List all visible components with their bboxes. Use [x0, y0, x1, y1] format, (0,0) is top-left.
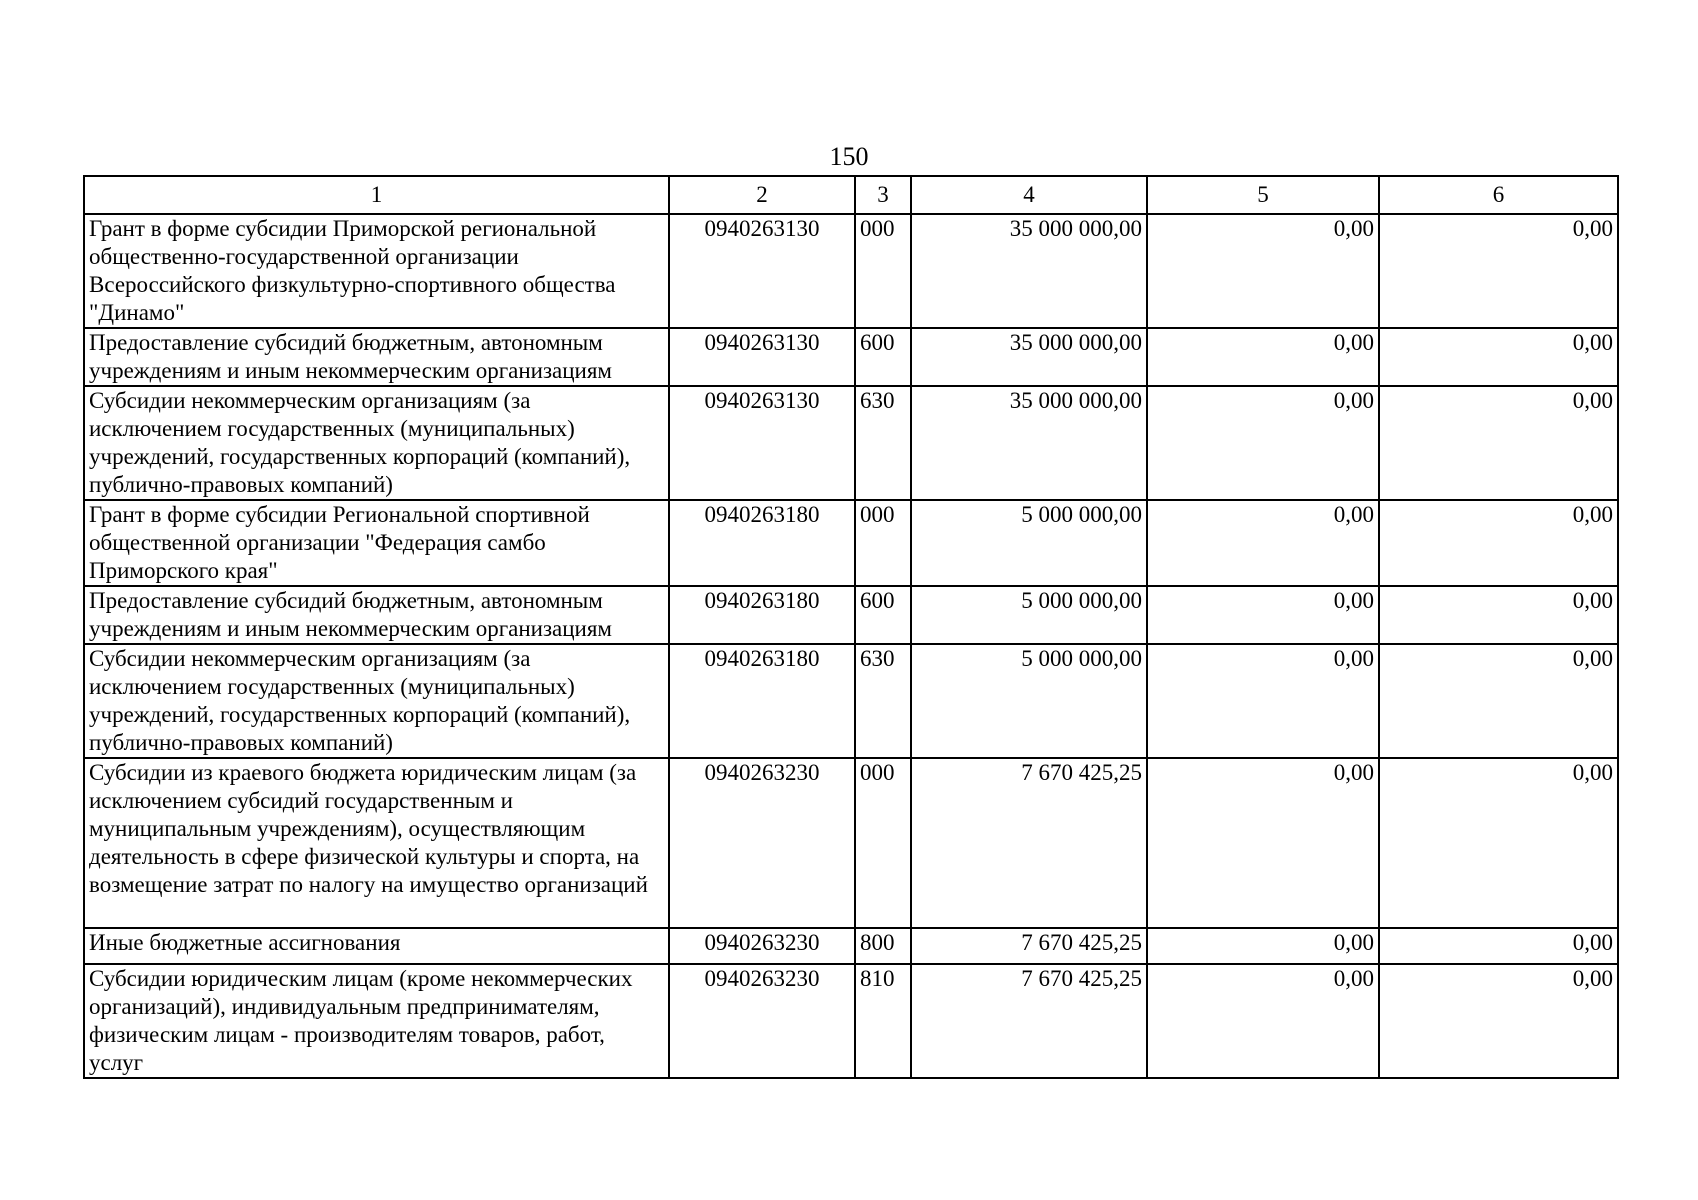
row-value-6: 0,00 — [1379, 500, 1618, 586]
row-value-4: 35 000 000,00 — [911, 386, 1147, 500]
row-name: Предоставление субсидий бюджетным, автономным учреждениям и иным некоммерческим организациям — [84, 586, 669, 644]
row-value-5: 0,00 — [1147, 328, 1379, 386]
table-row — [84, 964, 1618, 1078]
row-name: Грант в форме субсидии Приморской региональной общественно-государственной организации Всероссийского физкультурно-спортивного общества "Динамо" — [84, 214, 669, 328]
row-type: 630 — [855, 644, 911, 758]
row-value-4: 7 670 425,25 — [911, 964, 1147, 1078]
row-type: 600 — [855, 328, 911, 386]
row-name: Субсидии некоммерческим организациям (за исключением государственных (муниципальных) учреждений, государственных корпораций (компаний), публично-правовых компаний) — [84, 644, 669, 758]
row-code: 0940263180 — [669, 586, 855, 644]
table-row — [84, 758, 1618, 928]
row-type: 630 — [855, 386, 911, 500]
row-code: 0940263180 — [669, 644, 855, 758]
table-row — [84, 644, 1618, 758]
row-name: Субсидии юридическим лицам (кроме некоммерческих организаций), индивидуальным предпринимателям, физическим лицам - производителям товаров, работ, услуг — [84, 964, 669, 1078]
row-type: 000 — [855, 214, 911, 328]
row-name: Субсидии из краевого бюджета юридическим лицам (за исключением субсидий государственным и муниципальным учреждениям), осуществляющим деятельность в сфере физической культуры и спорта, на возмещение затрат по налогу на имущество организаций — [84, 758, 669, 928]
row-name: Грант в форме субсидии Региональной спортивной общественной организации "Федерация самбо Приморского края" — [84, 500, 669, 586]
row-code: 0940263230 — [669, 928, 855, 964]
column-header-2: 2 — [669, 176, 855, 214]
row-value-5: 0,00 — [1147, 500, 1379, 586]
table-row — [84, 214, 1618, 328]
table-header-row — [84, 176, 1618, 214]
row-type: 000 — [855, 500, 911, 586]
row-value-6: 0,00 — [1379, 758, 1618, 928]
row-value-4: 7 670 425,25 — [911, 758, 1147, 928]
row-type: 810 — [855, 964, 911, 1078]
row-code: 0940263130 — [669, 214, 855, 328]
column-header-3: 3 — [855, 176, 911, 214]
row-value-4: 7 670 425,25 — [911, 928, 1147, 964]
row-code: 0940263180 — [669, 500, 855, 586]
row-value-6: 0,00 — [1379, 328, 1618, 386]
row-value-5: 0,00 — [1147, 386, 1379, 500]
row-code: 0940263230 — [669, 758, 855, 928]
row-value-5: 0,00 — [1147, 964, 1379, 1078]
row-value-6: 0,00 — [1379, 214, 1618, 328]
table-row — [84, 328, 1618, 386]
row-value-5: 0,00 — [1147, 586, 1379, 644]
row-code: 0940263130 — [669, 328, 855, 386]
table-row — [84, 500, 1618, 586]
row-value-4: 5 000 000,00 — [911, 586, 1147, 644]
row-value-5: 0,00 — [1147, 214, 1379, 328]
table-row — [84, 386, 1618, 500]
row-value-4: 35 000 000,00 — [911, 214, 1147, 328]
row-name: Субсидии некоммерческим организациям (за исключением государственных (муниципальных) учреждений, государственных корпораций (компаний), публично-правовых компаний) — [84, 386, 669, 500]
row-value-5: 0,00 — [1147, 644, 1379, 758]
row-value-6: 0,00 — [1379, 644, 1618, 758]
table-row — [84, 928, 1618, 964]
page-number: 150 — [829, 142, 869, 171]
column-header-1: 1 — [84, 176, 669, 214]
table-row — [84, 586, 1618, 644]
column-header-6: 6 — [1379, 176, 1618, 214]
row-value-4: 35 000 000,00 — [911, 328, 1147, 386]
row-value-4: 5 000 000,00 — [911, 644, 1147, 758]
row-code: 0940263130 — [669, 386, 855, 500]
row-value-5: 0,00 — [1147, 758, 1379, 928]
column-header-4: 4 — [911, 176, 1147, 214]
row-value-5: 0,00 — [1147, 928, 1379, 964]
row-code: 0940263230 — [669, 964, 855, 1078]
row-value-6: 0,00 — [1379, 964, 1618, 1078]
row-type: 800 — [855, 928, 911, 964]
row-value-6: 0,00 — [1379, 586, 1618, 644]
row-value-6: 0,00 — [1379, 386, 1618, 500]
row-type: 600 — [855, 586, 911, 644]
row-value-4: 5 000 000,00 — [911, 500, 1147, 586]
column-header-5: 5 — [1147, 176, 1379, 214]
row-name: Предоставление субсидий бюджетным, автономным учреждениям и иным некоммерческим организациям — [84, 328, 669, 386]
budget-table — [83, 175, 1619, 1079]
row-type: 000 — [855, 758, 911, 928]
row-value-6: 0,00 — [1379, 928, 1618, 964]
row-name: Иные бюджетные ассигнования — [84, 928, 669, 964]
